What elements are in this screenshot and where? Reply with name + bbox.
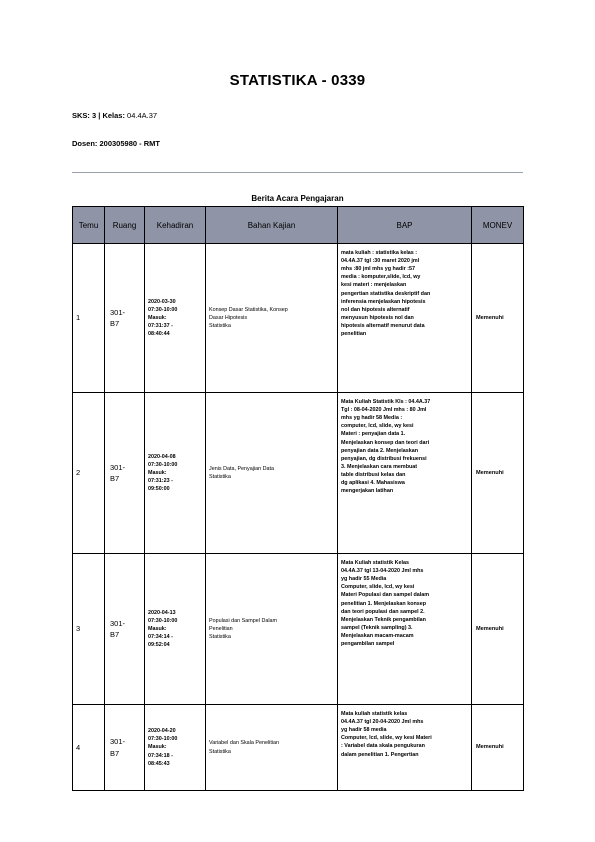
bahan-kajian-cell-line: Penelitian [209, 625, 233, 632]
kelas-value: 04.4A.37 [127, 111, 158, 120]
bap-cell-line: hipotesis alternatif menurut data [341, 322, 425, 329]
bahan-kajian-cell-line: Statistika [209, 634, 231, 641]
ruang-cell-line: B7 [110, 748, 120, 758]
bahan-kajian-cell-line: Jenis Data, Penyajian Data [209, 465, 275, 472]
ruang-cell [105, 244, 145, 393]
bap-cell-line: Materi Populasi dan sampel dalam [341, 592, 430, 599]
bap-cell-line: pengambilan sampel [341, 641, 395, 648]
bap-cell-line: Menjelaskan konsep dan teori dari [341, 439, 430, 446]
bap-cell-line: : Variabel data skala pengukuran [341, 743, 425, 750]
kehadiran-cell-line: Masuk: [148, 469, 167, 476]
bap-cell-line: sampel (Teknik sampling) 3. [341, 624, 413, 631]
bap-cell [338, 244, 472, 393]
temu-cell: 1 [73, 244, 105, 393]
bap-cell-line: mata kuliah : statistika kelas : [341, 250, 418, 256]
sks-kelas-line [72, 111, 157, 120]
bap-cell [338, 554, 472, 705]
header-monev: MONEV [472, 207, 524, 244]
bap-cell-line: yg hadir 58 media [341, 727, 387, 734]
table-caption: Berita Acara Pengajaran [251, 194, 344, 203]
bap-cell-line: penelitian 1. Menjelaskan konsep [341, 600, 427, 607]
ruang-cell [105, 554, 145, 705]
bap-cell-line: media : komputer,slide, lcd, wy [341, 274, 421, 281]
kehadiran-cell [145, 244, 206, 393]
dosen-line: Dosen: 200305980 - RMT [72, 139, 160, 148]
ruang-cell [105, 393, 145, 554]
header-bap: BAP [338, 207, 472, 244]
table-header-row [73, 207, 524, 244]
bap-cell-line: dan teori populasi dan sampel 2. [341, 608, 425, 615]
ruang-cell-line: B7 [110, 474, 120, 483]
table-row [73, 244, 524, 393]
ruang-cell-line: B7 [110, 630, 120, 639]
kehadiran-cell-line: 07:34:18 - [148, 752, 173, 759]
kehadiran-cell-line: 08:40:44 [148, 331, 170, 338]
bahan-kajian-cell [206, 244, 338, 393]
bap-cell-line: pengertian statistika deskriptif dan [341, 290, 431, 297]
bahan-kajian-cell [206, 705, 338, 791]
bap-cell-line: 04.4A.37 tgl 13-04-2020 Jml mhs [341, 568, 424, 575]
header-ruang: Ruang [105, 207, 145, 244]
bap-cell-line: Materi : penyajian data 1. [341, 431, 406, 438]
bap-cell-line: penyajian data 2. Menjelaskan [341, 447, 418, 454]
bap-cell-line: penyajian, dg distribusi frekuensi [341, 455, 427, 462]
bap-cell-line: dg aplikasi 4. Mahasiswa [341, 480, 405, 487]
bap-cell-line: penelitian [341, 331, 367, 338]
bap-cell-line: yg hadir 55 Media [341, 576, 387, 583]
header-kehadiran: Kehadiran [145, 207, 206, 244]
bap-cell-line: Mata kuliah statistik kelas [341, 711, 408, 717]
kehadiran-cell-line: 08:45:43 [148, 760, 170, 767]
header-temu: Temu [73, 207, 105, 244]
bap-cell-line: computer, lcd, slide, wy kesi [341, 423, 414, 430]
bap-cell-line: 04.4A.37 tgl :30 maret 2020 jml [341, 258, 420, 265]
kehadiran-cell-line: 09:52:04 [148, 642, 170, 649]
bap-cell-line: dalam penelitian 1. Pengertian [341, 751, 419, 758]
kehadiran-cell [145, 705, 206, 791]
ruang-cell-line: 301- [110, 307, 126, 317]
page-title: STATISTIKA - 0339 [229, 72, 366, 89]
bap-cell-line: table distribusi kelas dan [341, 471, 406, 478]
bahan-kajian-cell-line: Variabel dan Skala Penelitian [209, 740, 280, 747]
kehadiran-cell-line: 2020-03-30 [148, 298, 176, 305]
kehadiran-cell-line: 07:30-10:00 [148, 617, 178, 624]
kehadiran-cell-line: 07:34:14 - [148, 634, 173, 641]
kehadiran-cell-line: 07:31:37 - [148, 323, 173, 330]
bap-cell-line: inferensia menjelaskan hipotesis [341, 298, 426, 305]
monev-cell: Memenuhi [472, 244, 524, 393]
temu-cell: 3 [73, 554, 105, 705]
bap-cell-line: 3. Menjelaskan cara membuat [341, 463, 418, 470]
bahan-kajian-cell-line: Dasar Hipotesis [209, 314, 248, 321]
kehadiran-cell-line: 09:50:00 [148, 486, 170, 493]
kehadiran-cell-line: 07:31:23 - [148, 478, 173, 485]
ruang-cell [105, 705, 145, 791]
monev-cell: Memenuhi [472, 705, 524, 791]
kehadiran-cell-line: 2020-04-13 [148, 609, 176, 616]
monev-cell: Memenuhi [472, 554, 524, 705]
temu-cell: 4 [73, 705, 105, 791]
bap-cell-line: 04.4A.37 tgl 20-04-2020 Jml mhs [341, 719, 424, 726]
bap-cell-line: Mata Kuliah Statistik Kls : 04.4A.37 [341, 399, 431, 405]
kehadiran-cell-line: 07:30-10:00 [148, 461, 178, 468]
bap-cell-line: nol dan hipotesis alternatif [341, 306, 410, 313]
table-row [73, 554, 524, 705]
bap-cell-line: Tgl : 08-04-2020 Jml mhs : 80 Jml [341, 407, 427, 414]
table-row [73, 393, 524, 554]
bap-cell-line: Menjelaskan macam-macam [341, 632, 414, 639]
kehadiran-cell-line: 2020-04-08 [148, 453, 176, 460]
kehadiran-cell [145, 393, 206, 554]
bahan-kajian-cell-line: Populasi dan Sampel Dalam [209, 617, 278, 624]
bap-cell [338, 705, 472, 791]
kehadiran-cell-line: Masuk: [148, 625, 167, 632]
header-bahan-kajian: Bahan Kajian [206, 207, 338, 244]
bap-cell-line: Computer, slide, lcd, wy kesi [341, 584, 415, 591]
kehadiran-cell [145, 554, 206, 705]
bap-cell-line: kesi materi : menjelaskan [341, 282, 407, 289]
bap-cell-line: mhs yg hadir 58 Media : [341, 415, 403, 422]
kehadiran-cell-line: 07:30-10:00 [148, 306, 178, 313]
bap-cell-line: Computer, lcd, slide, wy kesi Materi [341, 735, 432, 742]
ruang-cell-line: 301- [110, 618, 126, 628]
kehadiran-cell-line: 07:30-10:00 [148, 736, 178, 743]
kehadiran-cell-line: 2020-04-20 [148, 728, 176, 735]
kehadiran-cell-line: Masuk: [148, 314, 167, 321]
monev-cell: Memenuhi [472, 393, 524, 554]
bahan-kajian-cell-line: Statistika [209, 323, 231, 330]
sks-kelas-label: SKS: 3 | Kelas: [72, 111, 128, 120]
bap-cell-line: mengerjakan latihan [341, 488, 394, 495]
ruang-cell-line: B7 [110, 319, 120, 328]
bap-table [72, 206, 524, 791]
ruang-cell-line: 301- [110, 737, 126, 747]
bahan-kajian-cell-line: Konsep Dasar Statistika, Konsep [209, 306, 288, 313]
bahan-kajian-cell-line: Statistika [209, 748, 231, 755]
bap-cell-line: menyusun hipotesis nol dan [341, 314, 414, 321]
kehadiran-cell-line: Masuk: [148, 744, 167, 751]
bap-cell-line: Menjelaskan Teknik pengambilan [341, 616, 426, 623]
bap-cell [338, 393, 472, 554]
bap-cell-line: Mata Kuliah statistik Kelas [341, 560, 410, 566]
table-row [73, 705, 524, 791]
bahan-kajian-cell-line: Statistika [209, 474, 231, 480]
temu-cell: 2 [73, 393, 105, 554]
bahan-kajian-cell [206, 393, 338, 554]
bap-cell-line: mhs :80 jml mhs yg hadir :57 [341, 266, 415, 273]
ruang-cell-line: 301- [110, 462, 126, 472]
bahan-kajian-cell [206, 554, 338, 705]
divider [72, 172, 523, 173]
